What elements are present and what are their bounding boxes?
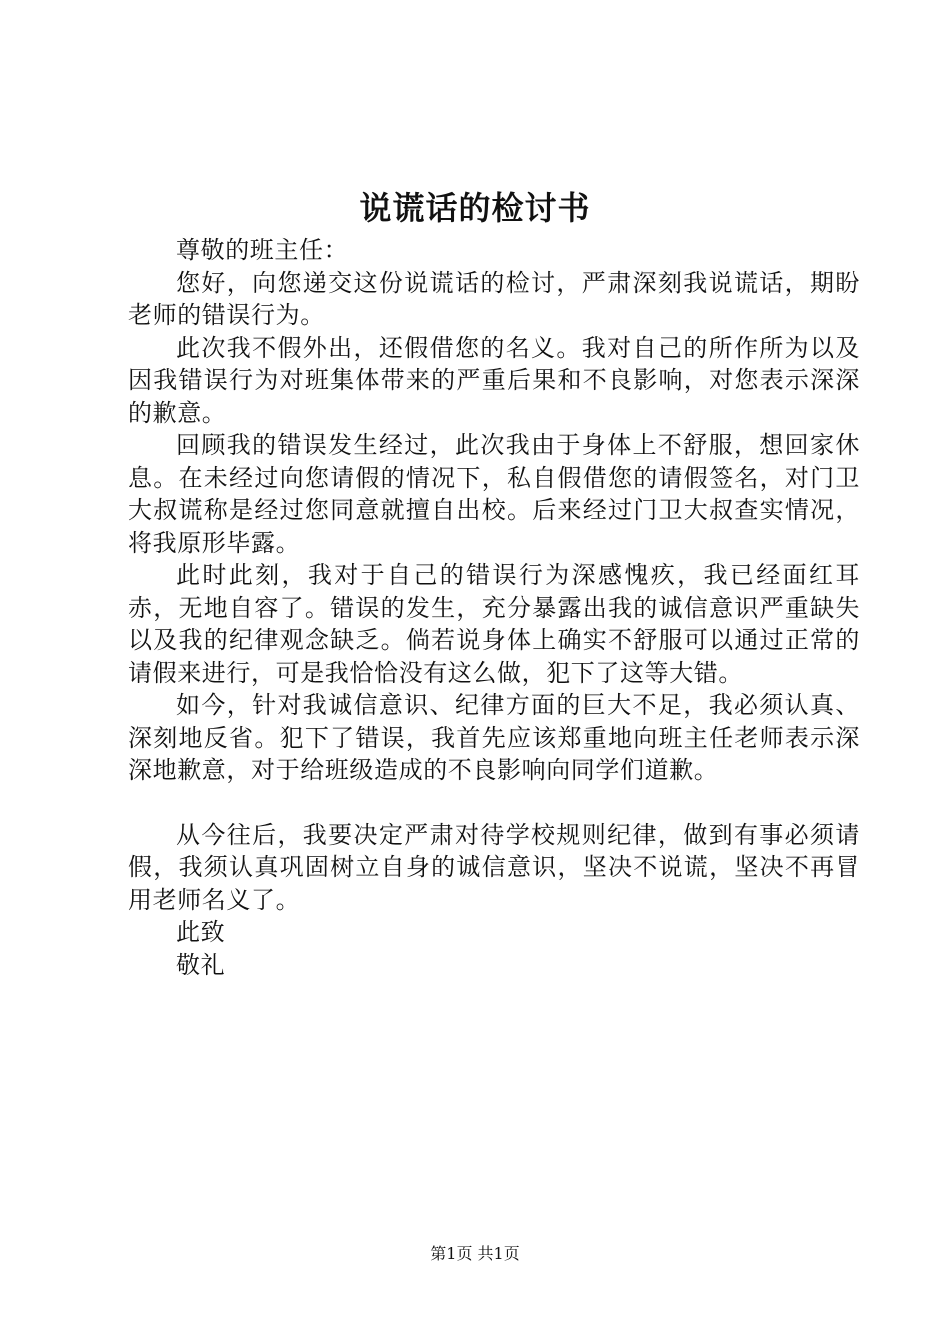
closing-line-2: 敬礼 — [176, 950, 226, 979]
document-title: 说谎话的检讨书 — [359, 189, 591, 227]
salutation: 尊敬的班主任： — [176, 236, 349, 264]
paragraph-review: 回顾我的错误发生经过，此次我由于身体上不舒服，想回家休息。在未经过向您请假的情况下，私自假借您的请假签名，对门卫大叔谎称是经过您同意就擅自出校。后来经过门卫大叔查实情况，将我原形毕露。 — [128, 431, 860, 557]
letter-body — [128, 234, 860, 981]
paragraph-resolution: 如今，针对我诚信意识、纪律方面的巨大不足，我必须认真、深刻地反省。犯下了错误，我首先应该郑重地向班主任老师表示深深地歉意，对于给班级造成的不良影响向同学们道歉。 — [128, 691, 860, 784]
paragraph-apology: 此次我不假外出，还假借您的名义。我对自己的所作所为以及因我错误行为对班集体带来的严重后果和不良影响，对您表示深深的歉意。 — [128, 333, 860, 427]
page-footer: 第1页 共1页 — [430, 1244, 520, 1263]
paragraph-reflection: 此时此刻，我对于自己的错误行为深感愧疚，我已经面红耳赤，无地自容了。错误的发生，充分暴露出我的诚信意识严重缺失以及我的纪律观念缺乏。倘若说身体上确实不舒服可以通过正常的请假来进行，可是我恰恰没有这么做，犯下了这等大错。 — [128, 561, 860, 687]
paragraph-greeting: 您好，向您递交这份说谎话的检讨，严肃深刻我说谎话，期盼老师的错误行为。 — [128, 268, 860, 329]
paragraph-commitment: 从今往后，我要决定严肃对待学校规则纪律，做到有事必须请假，我须认真巩固树立自身的诚信意识，坚决不说谎，坚决不再冒用老师名义了。 — [128, 820, 860, 914]
closing-line-1: 此致 — [176, 918, 226, 946]
